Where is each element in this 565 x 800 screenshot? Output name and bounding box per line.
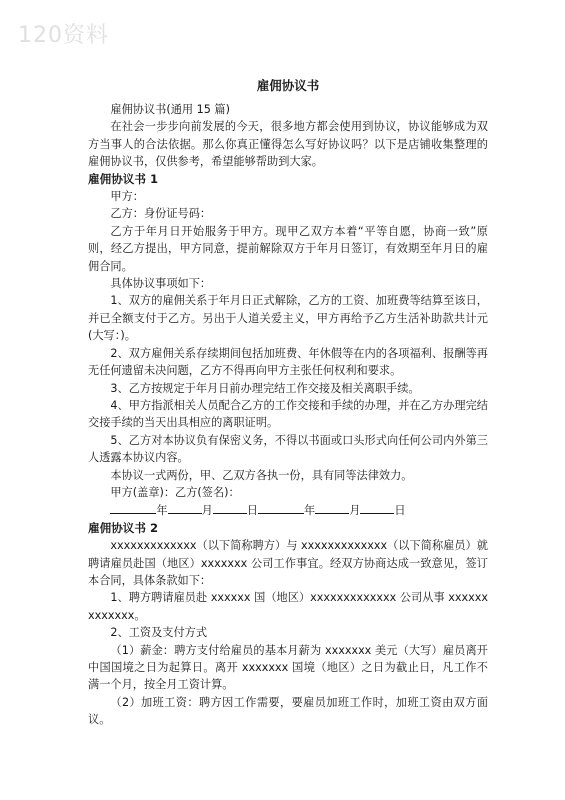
section1-item-3: 3、乙方按规定于年月日前办理完结工作交接及相关离职手续。 [110,381,420,395]
section1-heading: 雇佣协议书 1 [88,171,159,186]
date-blank [315,501,349,514]
section1-item-2: 2、双方雇佣关系存续期间包括加班费、年休假等在内的各项福利、报酬等再无任何遗留未决问题，乙方不得再向甲方主张任何权利和要求。 [88,346,488,378]
copies-clause: 本协议一式两份，甲、乙双方各执一份，具有同等法律效力。 [110,468,413,482]
intro-paragraph: 在社会一步步向前发展的今天，很多地方都会使用到协议，协议能够成为双方当事人的合法依据。那么你真正懂得怎么写好协议吗？以下是店铺收集整理的雇佣协议书，仅供参考，希望能够帮助到大家。 [88,120,488,169]
date-blank [360,501,394,514]
section1-paragraph-1: 乙方于年月日开始服务于甲方。现甲乙双方本着“平等自愿，协商一致”原则，经乙方提出，甲方同意，提前解除双方于年月日签订，有效期至年月日的雇佣合同。 [88,224,488,273]
date-line [88,501,488,519]
date-blank [213,501,247,514]
date-day-label-2: 日 [394,504,406,518]
date-year-label: 年 [156,504,168,518]
date-day-label: 日 [246,504,258,518]
section1-item-1: 1、双方的雇佣关系于年月日正式解除，乙方的工资、加班费等结算至该日，并已全额支付于乙方。另出于人道关爱主义，甲方再给予乙方生活补助款共计元(大写：)。 [88,294,488,343]
signature-line: 甲方(盖章)：乙方(签名)： [110,485,240,499]
items-intro: 具体协议事项如下： [110,277,212,291]
section2-heading: 雇佣协议书 2 [88,520,159,535]
section1-item-4: 4、甲方指派相关人员配合乙方的工作交接和手续的办理，并在乙方办理完结交接手续的当天出具相应的离职证明。 [88,398,488,430]
document-body [88,101,488,729]
date-blank [168,501,202,514]
section2-item-2-2: （2）加班工资：聘方因工作需要，要雇员加班工作时，加班工资由双方面议。 [88,695,488,727]
watermark: 120资料 [18,23,109,48]
document-subtitle: 雇佣协议书(通用 15 篇) [110,103,230,116]
date-month-label-2: 月 [349,504,361,518]
party-a-line: 甲方： [110,190,144,204]
section2-paragraph-1: xxxxxxxxxxxxx（以下简称聘方）与 xxxxxxxxxxxxx（以下简称雇员）就聘请雇员赴国（地区）xxxxxxx 公司工作事宜。经双方协商达成一致意见，签订本合同，具体条款如下： [88,539,488,587]
party-b-line: 乙方：身份证号码： [110,207,212,221]
section2-item-2-1: （1）薪金：聘方支付给雇员的基本月薪为 xxxxxxx 美元（大写）雇员离开中国国境之日为起算日。离开 xxxxxxx 国境（地区）之日为截止日，凡工作不满一个月，按全月工资计算。 [88,643,488,692]
section1-item-5: 5、乙方对本协议负有保密义务，不得以书面或口头形式向任何公司内外第三人透露本协议内容。 [88,433,488,465]
date-month-label: 月 [201,504,213,518]
section2-item-1: 1、聘方聘请雇员赴 xxxxxx 国（地区）xxxxxxxxxxxxx 公司从事 xxxxxxxxxxxxx。 [88,591,488,622]
document-title: 雇佣协议书 [256,78,320,93]
date-blank [258,501,304,514]
section2-item-2: 2、工资及支付方式 [110,626,208,640]
date-year-label-2: 年 [304,504,316,518]
date-blank [110,501,156,514]
